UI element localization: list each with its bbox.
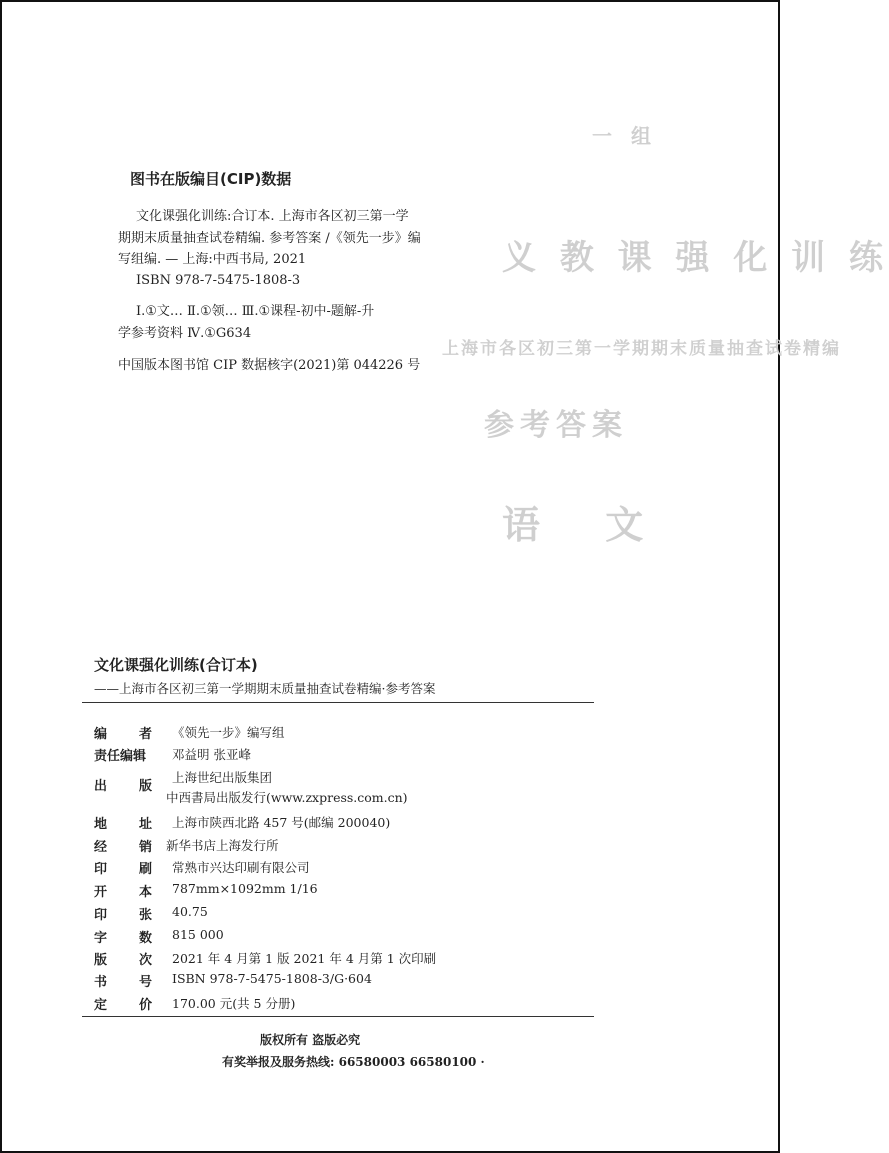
info-value-sheets: 40.75 xyxy=(172,904,208,919)
cip-line: 文化课强化训练:合订本. 上海市各区初三第一学 xyxy=(136,209,409,224)
book-title: 文化课强化训练(合订本) xyxy=(94,656,258,674)
ghost-text-subtitle: 上海市各区初三第一学期期末质量抽查试卷精编 xyxy=(442,339,841,359)
info-value-seller: 新华书店上海发行所 xyxy=(166,838,279,853)
info-value-word-count: 815 000 xyxy=(172,927,224,942)
info-label: 责任编辑 xyxy=(94,749,147,764)
info-value-publisher: 上海世纪出版集团 xyxy=(172,770,273,785)
info-value-address: 上海市陕西北路 457 号(邮编 200040) xyxy=(172,815,391,830)
info-value-format: 787mm×1092mm 1/16 xyxy=(172,881,318,896)
cip-line: 中国版本图书馆 CIP 数据核字(2021)第 044226 号 xyxy=(118,358,421,373)
divider-top xyxy=(82,702,594,703)
info-label: 字 数 xyxy=(94,931,152,946)
info-label: 开 本 xyxy=(94,885,152,900)
info-value-distributor: 中西書局出版发行(www.zxpress.com.cn) xyxy=(166,790,408,805)
cip-heading: 图书在版编目(CIP)数据 xyxy=(130,170,292,188)
cip-line: Ⅰ.①文… Ⅱ.①领… Ⅲ.①课程-初中-题解-升 xyxy=(136,304,375,319)
report-hotline: 有奖举报及服务热线: 66580003 66580100 · xyxy=(222,1055,485,1069)
cip-line: 期期末质量抽查试卷精编. 参考答案 /《领先一步》编 xyxy=(118,231,421,246)
info-label: 地 址 xyxy=(94,817,152,832)
info-value-printer: 常熟市兴达印刷有限公司 xyxy=(172,860,310,875)
info-value-price: 170.00 元(共 5 分册) xyxy=(172,996,296,1011)
ghost-text-subject: 语 文 xyxy=(502,502,670,547)
ghost-text-series: 义 教 课 强 化 训 练 xyxy=(502,238,889,278)
info-label: 定 价 xyxy=(94,998,152,1013)
cip-line: ISBN 978-7-5475-1808-3 xyxy=(136,273,301,288)
info-label: 书 号 xyxy=(94,975,152,990)
info-label: 印 刷 xyxy=(94,862,152,877)
info-label: 版 次 xyxy=(94,953,152,968)
info-value-edition: 2021 年 4 月第 1 版 2021 年 4 月第 1 次印刷 xyxy=(172,951,437,966)
info-label: 经 销 xyxy=(94,840,152,855)
info-label: 出 版 xyxy=(94,779,152,794)
info-label: 编 者 xyxy=(94,727,152,742)
book-subtitle: ——上海市各区初三第一学期期末质量抽查试卷精编·参考答案 xyxy=(94,681,436,696)
info-value-isbn: ISBN 978-7-5475-1808-3/G·604 xyxy=(172,971,372,986)
info-label: 印 张 xyxy=(94,908,152,923)
rights-notice: 版权所有 盗版必究 xyxy=(260,1033,361,1047)
info-value-editor: 《领先一步》编写组 xyxy=(172,725,285,740)
divider-bottom xyxy=(82,1016,594,1017)
cip-line: 学参考资料 Ⅳ.①G634 xyxy=(118,326,252,341)
cip-line: 写组编. — 上海:中西书局, 2021 xyxy=(118,252,307,267)
ghost-text-top: 一 组 xyxy=(592,124,657,148)
ghost-text-answers: 参考答案 xyxy=(484,408,628,443)
info-value-responsible-editor: 邓益明 张亚峰 xyxy=(172,747,251,762)
